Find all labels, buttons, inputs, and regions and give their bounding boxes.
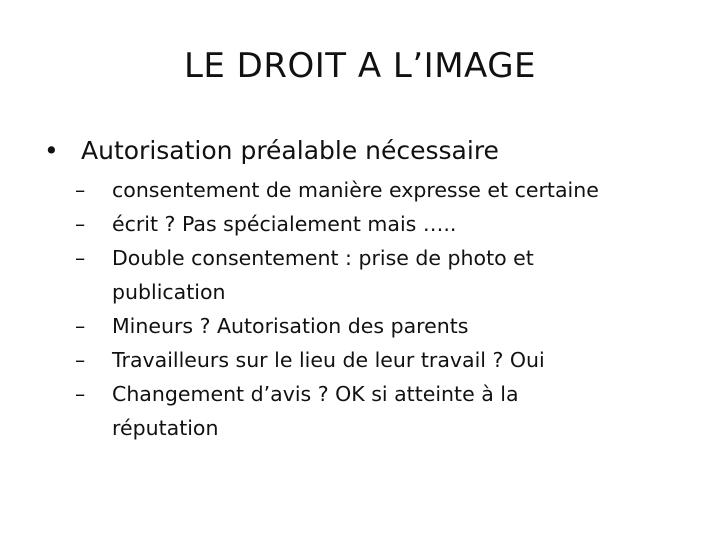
- sub-bullet-text: Travailleurs sur le lieu de leur travail ? Oui: [112, 348, 545, 372]
- dash-marker: –: [75, 178, 86, 202]
- sub-bullet-list: [75, 173, 700, 445]
- sub-bullet-text-continued: publication: [112, 280, 226, 304]
- dash-marker: –: [75, 382, 86, 406]
- bullet-marker: •: [44, 136, 59, 165]
- sub-bullet-item: [75, 207, 700, 241]
- sub-bullet-text: Mineurs ? Autorisation des parents: [112, 314, 469, 338]
- dash-marker: –: [75, 348, 86, 372]
- sub-bullet-item: [75, 309, 700, 343]
- sub-bullet-item: [75, 173, 700, 207]
- sub-bullet-item: [75, 377, 700, 445]
- sub-bullet-text: consentement de manière expresse et certaine: [112, 178, 599, 202]
- dash-marker: –: [75, 246, 86, 270]
- main-bullet-text: Autorisation préalable nécessaire: [81, 136, 499, 165]
- sub-bullet-text: Changement d’avis ? OK si atteinte à la: [112, 382, 519, 406]
- sub-bullet-item: [75, 241, 700, 309]
- sub-bullet-text: écrit ? Pas spécialement mais …..: [112, 212, 457, 236]
- slide-title: LE DROIT A L’IMAGE: [183, 46, 537, 86]
- dash-marker: –: [75, 314, 86, 338]
- sub-bullet-text-continued: réputation: [112, 416, 219, 440]
- sub-bullet-text: Double consentement : prise de photo et: [112, 246, 534, 270]
- dash-marker: –: [75, 212, 86, 236]
- sub-bullet-item: [75, 343, 700, 377]
